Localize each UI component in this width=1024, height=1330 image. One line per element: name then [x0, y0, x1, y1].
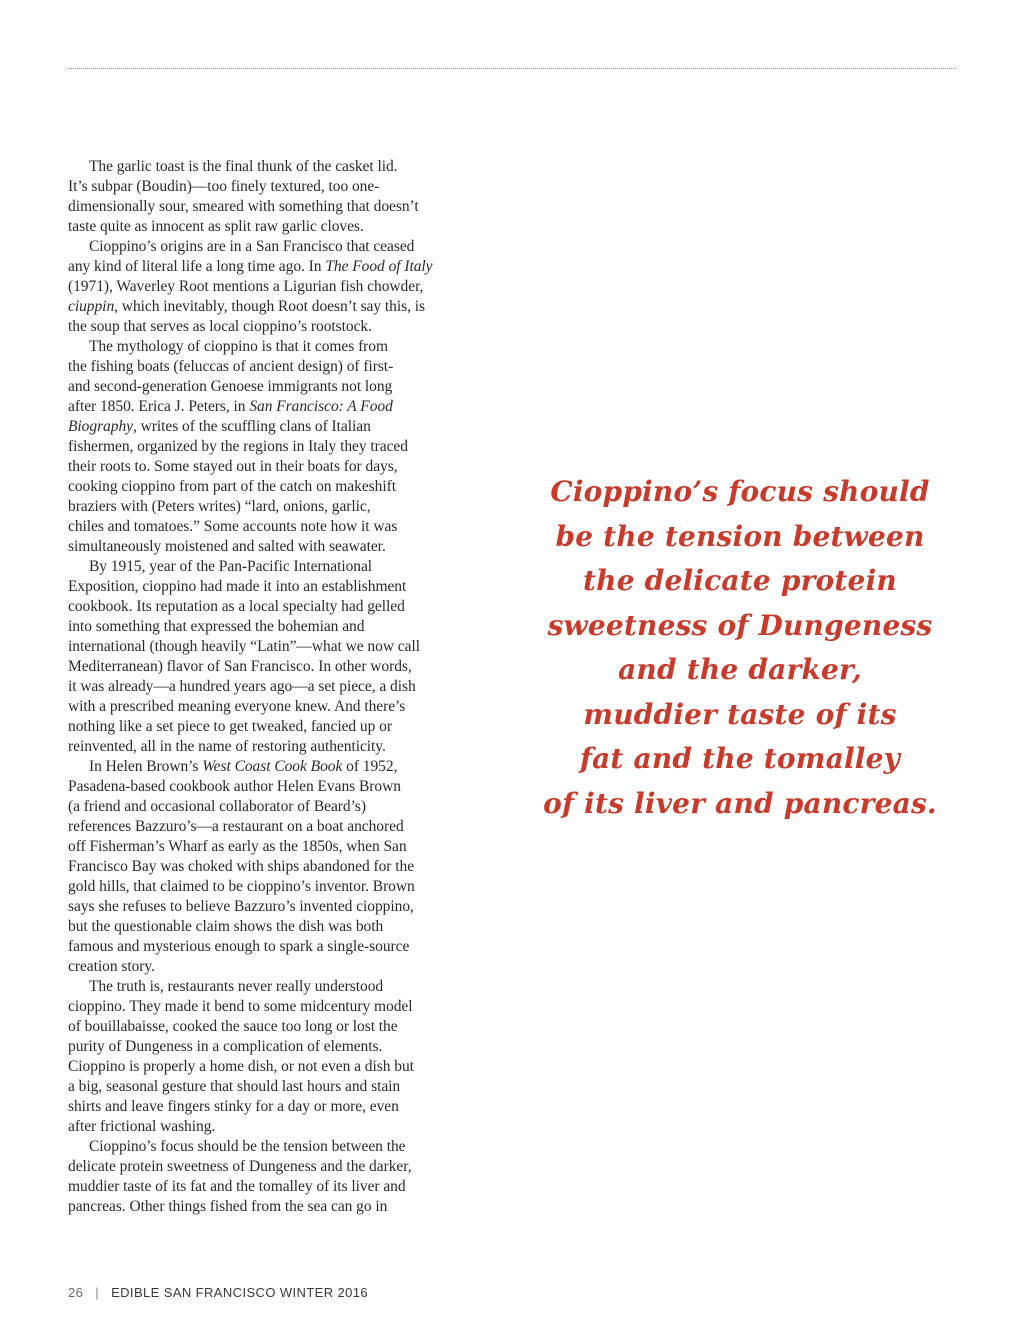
line-text: It’s subpar (Boudin)—too finely textured, too one-: [68, 178, 380, 195]
line-text: of bouillabaisse, cooked the sauce too long or lost the: [68, 1018, 398, 1035]
article-line: [68, 597, 473, 617]
line-text: any kind of literal life a long time ago. In: [68, 258, 326, 275]
line-text: reinvented, all in the name of restoring authenticity.: [68, 738, 386, 755]
pull-quote-line: of its liver and pancreas.: [543, 786, 937, 820]
line-text: fishermen, organized by the regions in Italy they traced: [68, 438, 408, 455]
italic-title: West Coast Cook Book: [202, 758, 343, 775]
line-text: cooking cioppino from part of the catch on makeshift: [68, 478, 396, 495]
article-line: [68, 737, 473, 757]
article-line: [68, 317, 473, 337]
article-line: [68, 1097, 473, 1117]
article-line: [68, 917, 473, 937]
article-body: [68, 157, 473, 1217]
line-text: (1971), Waverley Root mentions a Ligurian fish chowder,: [68, 278, 424, 295]
article-line: [68, 617, 473, 637]
line-text: Cioppino is properly a home dish, or not even a dish but: [68, 1058, 414, 1075]
article-line: [68, 457, 473, 477]
article-line: [68, 1037, 473, 1057]
article-line: [68, 1117, 473, 1137]
italic-title: ciuppin: [68, 298, 115, 315]
article-line: [68, 877, 473, 897]
line-text: The truth is, restaurants never really understood: [89, 978, 384, 995]
article-line: [68, 517, 473, 537]
article-line: [68, 397, 473, 417]
publication-name: EDIBLE SAN FRANCISCO WINTER 2016: [111, 1285, 369, 1300]
line-text: the soup that serves as local cioppino’s rootstock.: [68, 318, 372, 335]
line-text: dimensionally sour, smeared with something that doesn’t: [68, 198, 419, 215]
article-line: [68, 537, 473, 557]
line-text: muddier taste of its fat and the tomalley of its liver and: [68, 1178, 406, 1195]
pull-quote-line: muddier taste of its: [583, 697, 897, 731]
page-number: 26: [68, 1285, 84, 1300]
line-text: purity of Dungeness in a complication of elements.: [68, 1038, 383, 1055]
line-text: their roots to. Some stayed out in their boats for days,: [68, 458, 398, 475]
article-line: [68, 1197, 473, 1217]
pull-quote: [540, 470, 940, 826]
article-line: [68, 857, 473, 877]
line-text: delicate protein sweetness of Dungeness and the darker,: [68, 1158, 412, 1175]
italic-title: Biography: [68, 418, 133, 435]
article-line: [68, 557, 473, 577]
line-text: In Helen Brown’s: [89, 758, 203, 775]
line-text: with a prescribed meaning everyone knew. And there’s: [68, 698, 406, 715]
article-line: [68, 157, 473, 177]
article-line: [68, 717, 473, 737]
line-text: nothing like a set piece to get tweaked, fancied up or: [68, 718, 392, 735]
article-line: [68, 977, 473, 997]
line-text: and second-generation Genoese immigrants not long: [68, 378, 393, 395]
line-text: , writes of the scuffling clans of Italian: [133, 418, 371, 435]
article-line: [68, 377, 473, 397]
line-text: The mythology of cioppino is that it comes from: [89, 338, 388, 355]
italic-title: The Food of Italy: [325, 258, 433, 275]
line-text: famous and mysterious enough to spark a single-source: [68, 938, 410, 955]
line-text: By 1915, year of the Pan-Pacific International: [89, 558, 373, 575]
line-text: cioppino. They made it bend to some midcentury model: [68, 998, 413, 1015]
article-line: [68, 577, 473, 597]
article-line: [68, 757, 473, 777]
article-line: [68, 897, 473, 917]
line-text: after frictional washing.: [68, 1118, 216, 1135]
article-line: [68, 1057, 473, 1077]
article-line: [68, 177, 473, 197]
article-line: [68, 777, 473, 797]
article-line: [68, 997, 473, 1017]
article-line: [68, 337, 473, 357]
top-dotted-rule: [68, 68, 956, 69]
article-line: [68, 657, 473, 677]
line-text: of 1952,: [342, 758, 398, 775]
article-line: [68, 1017, 473, 1037]
article-line: [68, 937, 473, 957]
article-line: [68, 1157, 473, 1177]
pull-quote-line: be the tension between: [555, 519, 925, 553]
article-line: [68, 697, 473, 717]
article-line: [68, 217, 473, 237]
line-text: pancreas. Other things fished from the sea can go in: [68, 1198, 388, 1215]
line-text: Mediterranean) flavor of San Francisco. In other words,: [68, 658, 412, 675]
footer-separator: |: [95, 1285, 100, 1300]
article-line: [68, 257, 473, 277]
article-line: [68, 1177, 473, 1197]
article-line: [68, 497, 473, 517]
article-line: [68, 237, 473, 257]
line-text: (a friend and occasional collaborator of Beard’s): [68, 798, 366, 815]
pull-quote-line: sweetness of Dungeness: [547, 608, 933, 642]
pull-quote-line: fat and the tomalley: [579, 742, 901, 775]
line-text: taste quite as innocent as split raw garlic cloves.: [68, 218, 364, 235]
article-line: [68, 477, 473, 497]
article-line: [68, 417, 473, 437]
line-text: Exposition, cioppino had made it into an establishment: [68, 578, 407, 595]
line-text: Pasadena-based cookbook author Helen Evans Brown: [68, 778, 401, 795]
line-text: Cioppino’s focus should be the tension between the: [89, 1138, 406, 1155]
pull-quote-line: and the darker,: [618, 653, 862, 686]
line-text: shirts and leave fingers stinky for a day or more, even: [68, 1098, 399, 1115]
line-text: a big, seasonal gesture that should last hours and stain: [68, 1078, 401, 1095]
article-line: [68, 837, 473, 857]
article-line: [68, 277, 473, 297]
page-footer: [68, 1285, 368, 1300]
italic-title: San Francisco: A Food: [249, 398, 393, 415]
article-line: [68, 297, 473, 317]
line-text: but the questionable claim shows the dish was both: [68, 918, 384, 935]
line-text: Francisco Bay was choked with ships abandoned for the: [68, 858, 415, 875]
article-line: [68, 1137, 473, 1157]
line-text: simultaneously moistened and salted with seawater.: [68, 538, 386, 555]
article-line: [68, 817, 473, 837]
line-text: Cioppino’s origins are in a San Francisco that ceased: [89, 238, 415, 255]
line-text: gold hills, that claimed to be cioppino’s inventor. Brown: [68, 878, 415, 895]
article-line: [68, 797, 473, 817]
line-text: cookbook. Its reputation as a local specialty had gelled: [68, 598, 405, 615]
line-text: after 1850. Erica J. Peters, in: [68, 398, 250, 415]
line-text: , which inevitably, though Root doesn’t say this, is: [114, 298, 425, 315]
line-text: chiles and tomatoes.” Some accounts note how it was: [68, 518, 398, 535]
line-text: The garlic toast is the final thunk of the casket lid.: [89, 158, 398, 175]
line-text: off Fisherman’s Wharf as early as the 1850s, when San: [68, 838, 407, 855]
article-line: [68, 957, 473, 977]
line-text: into something that expressed the bohemian and: [68, 618, 365, 635]
pull-quote-line: Cioppino’s focus should: [550, 475, 930, 508]
article-line: [68, 437, 473, 457]
line-text: the fishing boats (feluccas of ancient design) of first-: [68, 358, 394, 375]
article-line: [68, 637, 473, 657]
line-text: it was already—a hundred years ago—a set piece, a dish: [68, 678, 416, 695]
line-text: creation story.: [68, 958, 155, 975]
line-text: references Bazzuro’s—a restaurant on a boat anchored: [68, 818, 404, 835]
article-line: [68, 197, 473, 217]
article-line: [68, 1077, 473, 1097]
line-text: braziers with (Peters writes) “lard, onions, garlic,: [68, 498, 371, 515]
line-text: says she refuses to believe Bazzuro’s invented cioppino,: [68, 898, 414, 915]
line-text: international (though heavily “Latin”—what we now call: [68, 638, 420, 655]
article-line: [68, 357, 473, 377]
article-line: [68, 677, 473, 697]
pull-quote-line: the delicate protein: [583, 564, 897, 597]
